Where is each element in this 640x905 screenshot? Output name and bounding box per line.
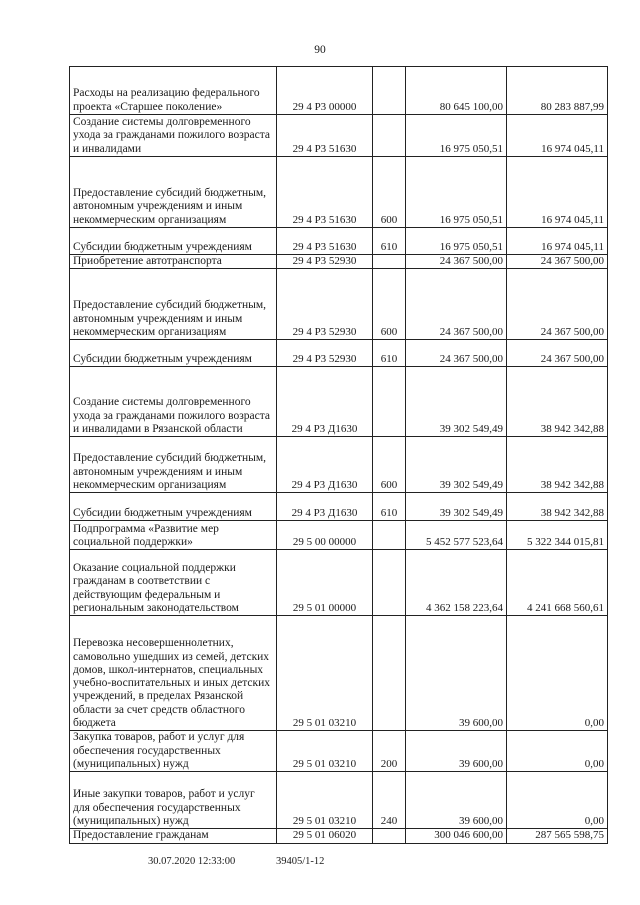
row-expense-type-cell: 600 [373, 269, 406, 340]
row-code-cell: 29 4 P3 Д1630 [277, 437, 373, 493]
row-amount-executed-cell: 287 565 598,75 [507, 829, 608, 843]
row-amount-executed-cell: 16 974 045,11 [507, 157, 608, 228]
row-code-cell: 29 5 01 03210 [277, 616, 373, 731]
row-expense-type-cell: 610 [373, 228, 406, 255]
row-expense-type-cell [373, 829, 406, 843]
table-row [70, 228, 608, 255]
table-row [70, 340, 608, 367]
row-expense-type-cell [373, 616, 406, 731]
row-amount-executed-cell: 4 241 668 560,61 [507, 550, 608, 616]
row-code-cell: 29 4 P3 52930 [277, 269, 373, 340]
table-row [70, 255, 608, 269]
row-amount-planned-cell: 39 600,00 [406, 772, 507, 829]
row-amount-executed-cell: 80 283 887,99 [507, 67, 608, 115]
row-amount-planned-cell: 5 452 577 523,64 [406, 521, 507, 550]
row-name-cell: Перевозка несовершеннолетних, самовольно ушедших из семей, детских домов, школ-интернатов, специальных учебно-воспитательных и иных детских учреждений, в пределах Рязанской области за счет средств областного бюджета [70, 616, 277, 731]
row-amount-executed-cell: 24 367 500,00 [507, 340, 608, 367]
table-row [70, 772, 608, 829]
table-row [70, 67, 608, 115]
table-row [70, 367, 608, 437]
row-expense-type-cell [373, 550, 406, 616]
table-row [70, 115, 608, 157]
budget-table-body [70, 67, 608, 844]
row-expense-type-cell: 200 [373, 731, 406, 772]
row-amount-planned-cell: 24 367 500,00 [406, 255, 507, 269]
row-expense-type-cell [373, 67, 406, 115]
row-amount-planned-cell: 39 302 549,49 [406, 437, 507, 493]
row-amount-planned-cell: 24 367 500,00 [406, 340, 507, 367]
row-code-cell: 29 5 01 06020 [277, 829, 373, 843]
row-amount-planned-cell: 39 600,00 [406, 616, 507, 731]
row-name-cell: Предоставление гражданам [70, 829, 277, 843]
row-code-cell: 29 5 01 03210 [277, 772, 373, 829]
row-code-cell: 29 4 P3 52930 [277, 255, 373, 269]
row-expense-type-cell [373, 255, 406, 269]
footer-timestamp: 30.07.2020 12:33:00 [148, 856, 236, 867]
row-expense-type-cell: 610 [373, 340, 406, 367]
row-code-cell: 29 4 P3 Д1630 [277, 367, 373, 437]
budget-table [69, 66, 608, 844]
row-amount-executed-cell: 38 942 342,88 [507, 367, 608, 437]
table-row [70, 550, 608, 616]
row-name-cell: Подпрограмма «Развитие мер социальной поддержки» [70, 521, 277, 550]
row-code-cell: 29 5 00 00000 [277, 521, 373, 550]
row-expense-type-cell [373, 115, 406, 157]
row-code-cell: 29 4 P3 51630 [277, 115, 373, 157]
row-name-cell: Закупка товаров, работ и услуг для обеспечения государственных (муниципальных) нужд [70, 731, 277, 772]
table-row [70, 269, 608, 340]
row-expense-type-cell [373, 367, 406, 437]
table-row [70, 521, 608, 550]
row-expense-type-cell: 240 [373, 772, 406, 829]
row-amount-executed-cell: 0,00 [507, 616, 608, 731]
row-name-cell: Создание системы долговременного ухода за гражданами пожилого возраста и инвалидами в Рязанской области [70, 367, 277, 437]
row-expense-type-cell: 600 [373, 157, 406, 228]
table-row [70, 829, 608, 843]
table-row [70, 437, 608, 493]
row-amount-planned-cell: 16 975 050,51 [406, 228, 507, 255]
row-amount-planned-cell: 39 600,00 [406, 731, 507, 772]
row-name-cell: Создание системы долговременного ухода за гражданами пожилого возраста и инвалидами [70, 115, 277, 157]
row-name-cell: Предоставление субсидий бюджетным, автономным учреждениям и иным некоммерческим организациям [70, 157, 277, 228]
page-number: 90 [314, 44, 326, 56]
table-row [70, 731, 608, 772]
row-name-cell: Предоставление субсидий бюджетным, автономным учреждениям и иным некоммерческим организациям [70, 269, 277, 340]
row-code-cell: 29 4 P3 52930 [277, 340, 373, 367]
table-row [70, 616, 608, 731]
row-name-cell: Предоставление субсидий бюджетным, автономным учреждениям и иным некоммерческим организациям [70, 437, 277, 493]
row-code-cell: 29 4 P3 51630 [277, 228, 373, 255]
row-amount-planned-cell: 24 367 500,00 [406, 269, 507, 340]
footer-document-code: 39405/1-12 [276, 856, 325, 867]
row-amount-planned-cell: 39 302 549,49 [406, 367, 507, 437]
row-amount-executed-cell: 24 367 500,00 [507, 255, 608, 269]
row-amount-planned-cell: 4 362 158 223,64 [406, 550, 507, 616]
table-row [70, 493, 608, 521]
row-name-cell: Субсидии бюджетным учреждениям [70, 228, 277, 255]
row-name-cell: Оказание социальной поддержки гражданам в соответствии с действующим федеральным и региональным законодательством [70, 550, 277, 616]
row-name-cell: Субсидии бюджетным учреждениям [70, 493, 277, 521]
row-code-cell: 29 5 01 00000 [277, 550, 373, 616]
row-expense-type-cell: 610 [373, 493, 406, 521]
row-name-cell: Иные закупки товаров, работ и услуг для обеспечения государственных (муниципальных) нужд [70, 772, 277, 829]
row-amount-executed-cell: 38 942 342,88 [507, 493, 608, 521]
row-amount-planned-cell: 16 975 050,51 [406, 115, 507, 157]
row-amount-planned-cell: 80 645 100,00 [406, 67, 507, 115]
row-amount-executed-cell: 24 367 500,00 [507, 269, 608, 340]
row-amount-planned-cell: 39 302 549,49 [406, 493, 507, 521]
row-code-cell: 29 4 P3 00000 [277, 67, 373, 115]
row-amount-executed-cell: 16 974 045,11 [507, 115, 608, 157]
row-amount-planned-cell: 300 046 600,00 [406, 829, 507, 843]
row-code-cell: 29 4 P3 Д1630 [277, 493, 373, 521]
row-amount-executed-cell: 16 974 045,11 [507, 228, 608, 255]
row-amount-planned-cell: 16 975 050,51 [406, 157, 507, 228]
row-name-cell: Приобретение автотранспорта [70, 255, 277, 269]
row-name-cell: Расходы на реализацию федерального проекта «Старшее поколение» [70, 67, 277, 115]
row-code-cell: 29 4 P3 51630 [277, 157, 373, 228]
row-code-cell: 29 5 01 03210 [277, 731, 373, 772]
row-expense-type-cell: 600 [373, 437, 406, 493]
row-amount-executed-cell: 5 322 344 015,81 [507, 521, 608, 550]
row-amount-executed-cell: 38 942 342,88 [507, 437, 608, 493]
row-expense-type-cell [373, 521, 406, 550]
table-row [70, 157, 608, 228]
row-amount-executed-cell: 0,00 [507, 772, 608, 829]
row-name-cell: Субсидии бюджетным учреждениям [70, 340, 277, 367]
row-amount-executed-cell: 0,00 [507, 731, 608, 772]
